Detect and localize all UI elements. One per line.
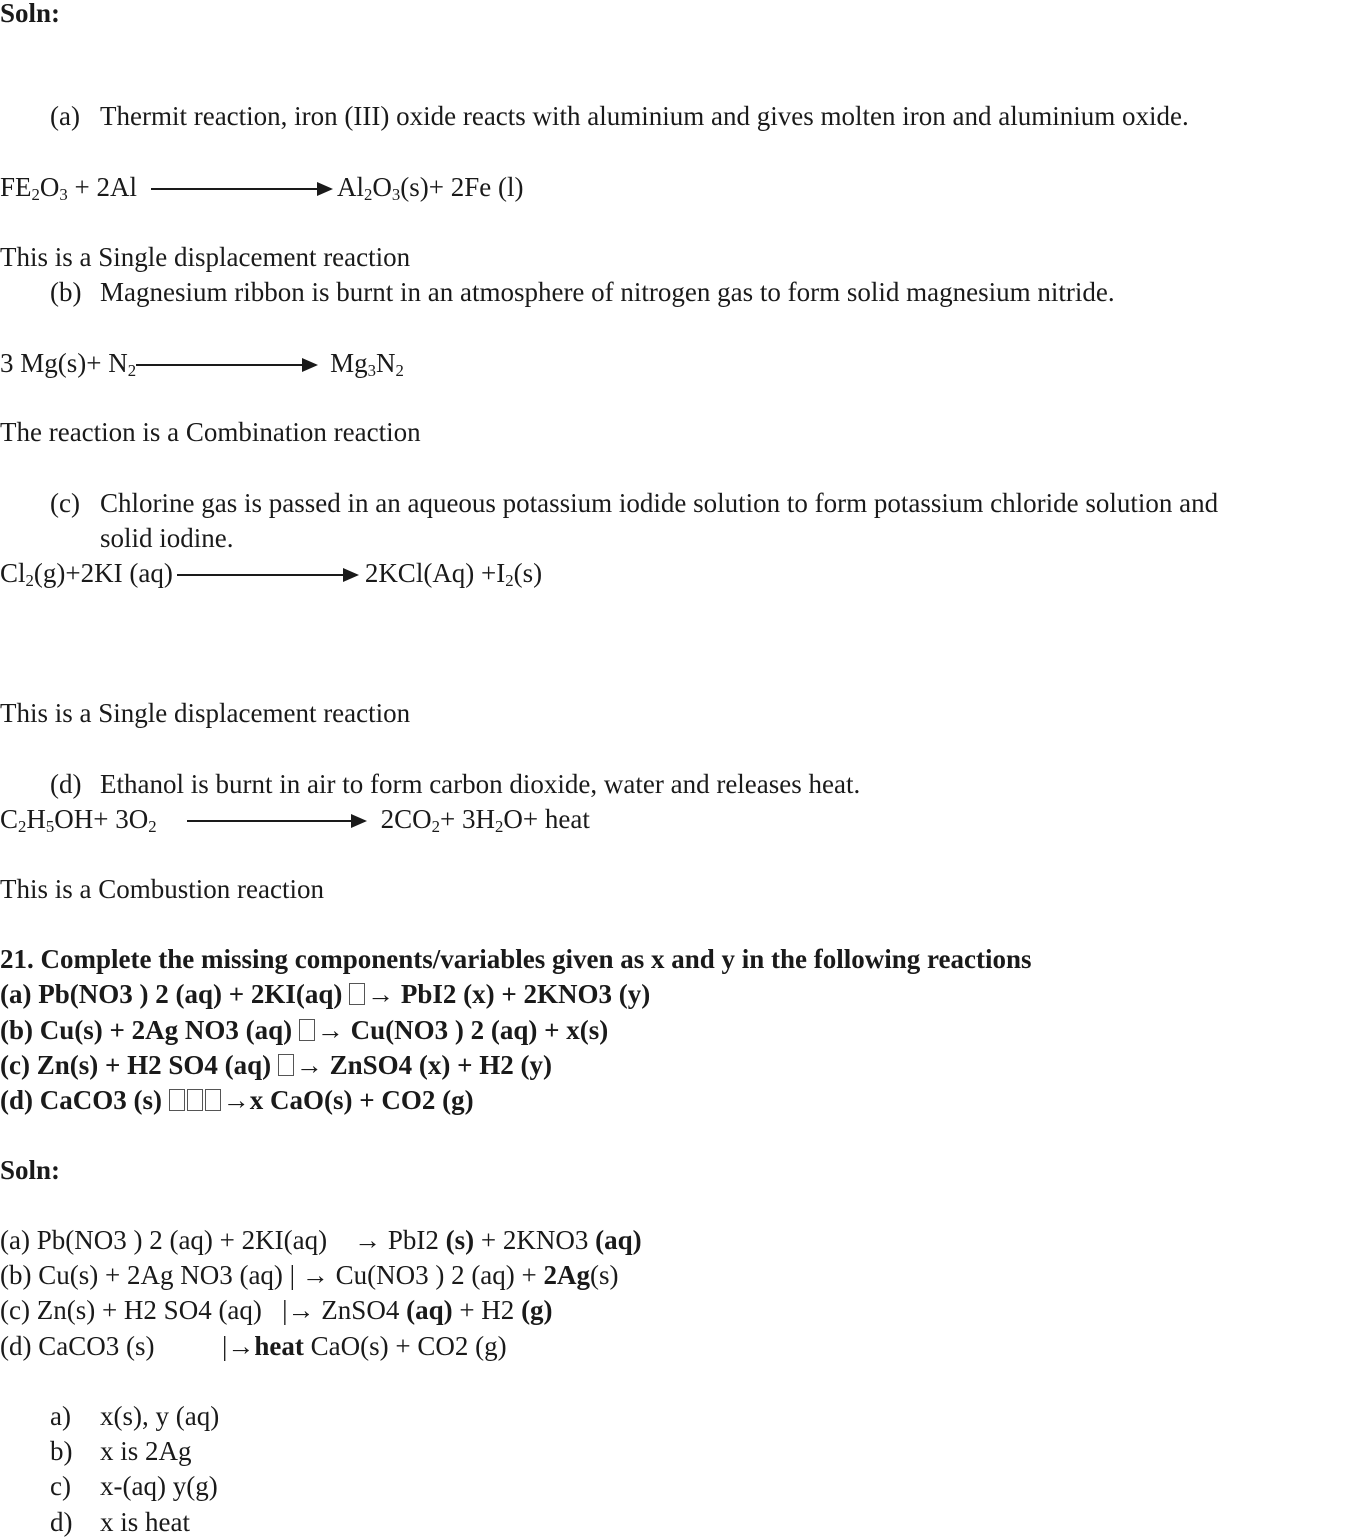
final-answer-c: c) x-(aq) y(g) (50, 1471, 218, 1501)
equation-a-reactants: $FE_2O_3 + 2Al$ (0, 172, 137, 205)
answer-a: (a) Pb(NO3 ) 2 (aq) + 2KI(aq) → PbI2 (s) + 2KNO3 (aq) (0, 1225, 642, 1255)
reaction-arrow (177, 574, 357, 576)
part-b-reaction-type: The reaction is a Combination reaction (0, 417, 421, 447)
part-d-text: Ethanol is burnt in air to form carbon dioxide, water and releases heat. (100, 769, 861, 799)
part-a-text: Thermit reaction, iron (III) oxide reacts with aluminium and gives molten iron and aluminium oxide. (100, 101, 1189, 131)
part-a-statement (50, 99, 1189, 134)
final-answer-a: a) x(s), y (aq) (50, 1401, 220, 1431)
missing-glyph-box (278, 1054, 294, 1076)
part-d-statement (50, 767, 860, 802)
equation-a-products: $Al_2O_3(s)+ 2Fe$ (l) (337, 172, 524, 205)
missing-glyph-box (299, 1019, 315, 1041)
part-c-marker: (c) (50, 488, 80, 518)
final-answer-d: d) x is heat (50, 1507, 190, 1537)
equation-a (0, 170, 523, 205)
soln-heading: Soln: (0, 0, 61, 28)
final-answer-b: b) x is 2Ag (50, 1436, 192, 1466)
part-b-marker: (b) (50, 277, 82, 307)
equation-d-reactants: $C_2H_5OH+ 3O_2$ (0, 804, 157, 837)
answer-c: (c) Zn(s) + H2 SO4 (aq) |→ ZnSO4 (aq) + H2 (g) (0, 1295, 553, 1325)
equation-c (0, 556, 542, 591)
equation-d-products: $2CO_2+ 3H_2O+$ heat (380, 804, 590, 837)
part-c-reaction-type: This is a Single displacement reaction (0, 698, 411, 728)
part-d-reaction-type: This is a Combustion reaction (0, 874, 324, 904)
part-d-marker: (d) (50, 769, 82, 799)
part-a-marker: (a) (50, 101, 80, 131)
equation-c-reactants: $Cl_2(g)+2KI$ (aq) (0, 558, 173, 591)
question-21-b: (b) Cu(s) + 2Ag NO3 (aq) → Cu(NO3 ) 2 (aq) + x(s) (0, 1015, 609, 1045)
answer-b: (b) Cu(s) + 2Ag NO3 (aq) | → Cu(NO3 ) 2 (aq) + 2Ag(s) (0, 1260, 619, 1290)
part-c-statement (50, 486, 1218, 521)
answer-d: (d) CaCO3 (s) |→heat CaO(s) + CO2 (g) (0, 1331, 507, 1361)
question-21-c: (c) Zn(s) + H2 SO4 (aq) → ZnSO4 (x) + H2 (y) (0, 1050, 553, 1080)
part-b-statement (50, 275, 1115, 310)
soln-heading-2: Soln: (0, 1155, 61, 1185)
missing-glyph-box (187, 1089, 203, 1111)
equation-b (0, 346, 404, 381)
part-c-text-line1: Chlorine gas is passed in an aqueous potassium iodide solution to form potassium chloride solution and (100, 488, 1219, 518)
missing-glyph-box (205, 1089, 221, 1111)
missing-glyph-box (169, 1089, 185, 1111)
reaction-arrow (187, 820, 365, 822)
equation-c-products: $2KCl(Aq) +I_2(s)$ (364, 558, 543, 591)
question-21-title: 21. Complete the missing components/variables given as x and y in the following reactions (0, 944, 1032, 974)
missing-glyph-box (349, 983, 365, 1005)
equation-b-reactants: 3 $Mg(s)+ N_2$ (0, 348, 137, 381)
question-21-d: (d) CaCO3 (s) →x CaO(s) + CO2 (g) (0, 1085, 474, 1115)
part-b-text: Magnesium ribbon is burnt in an atmosphere of nitrogen gas to form solid magnesium nitride. (100, 277, 1115, 307)
part-c-text-line2: solid iodine. (100, 523, 234, 553)
equation-d (0, 802, 590, 837)
question-21-a: (a) Pb(NO3 ) 2 (aq) + 2KI(aq) → PbI2 (x) + 2KNO3 (y) (0, 979, 651, 1009)
reaction-arrow (151, 188, 331, 190)
reaction-arrow (136, 364, 316, 366)
equation-b-products: $Mg_3N_2$ (330, 348, 404, 381)
part-a-reaction-type: This is a Single displacement reaction (0, 242, 411, 272)
